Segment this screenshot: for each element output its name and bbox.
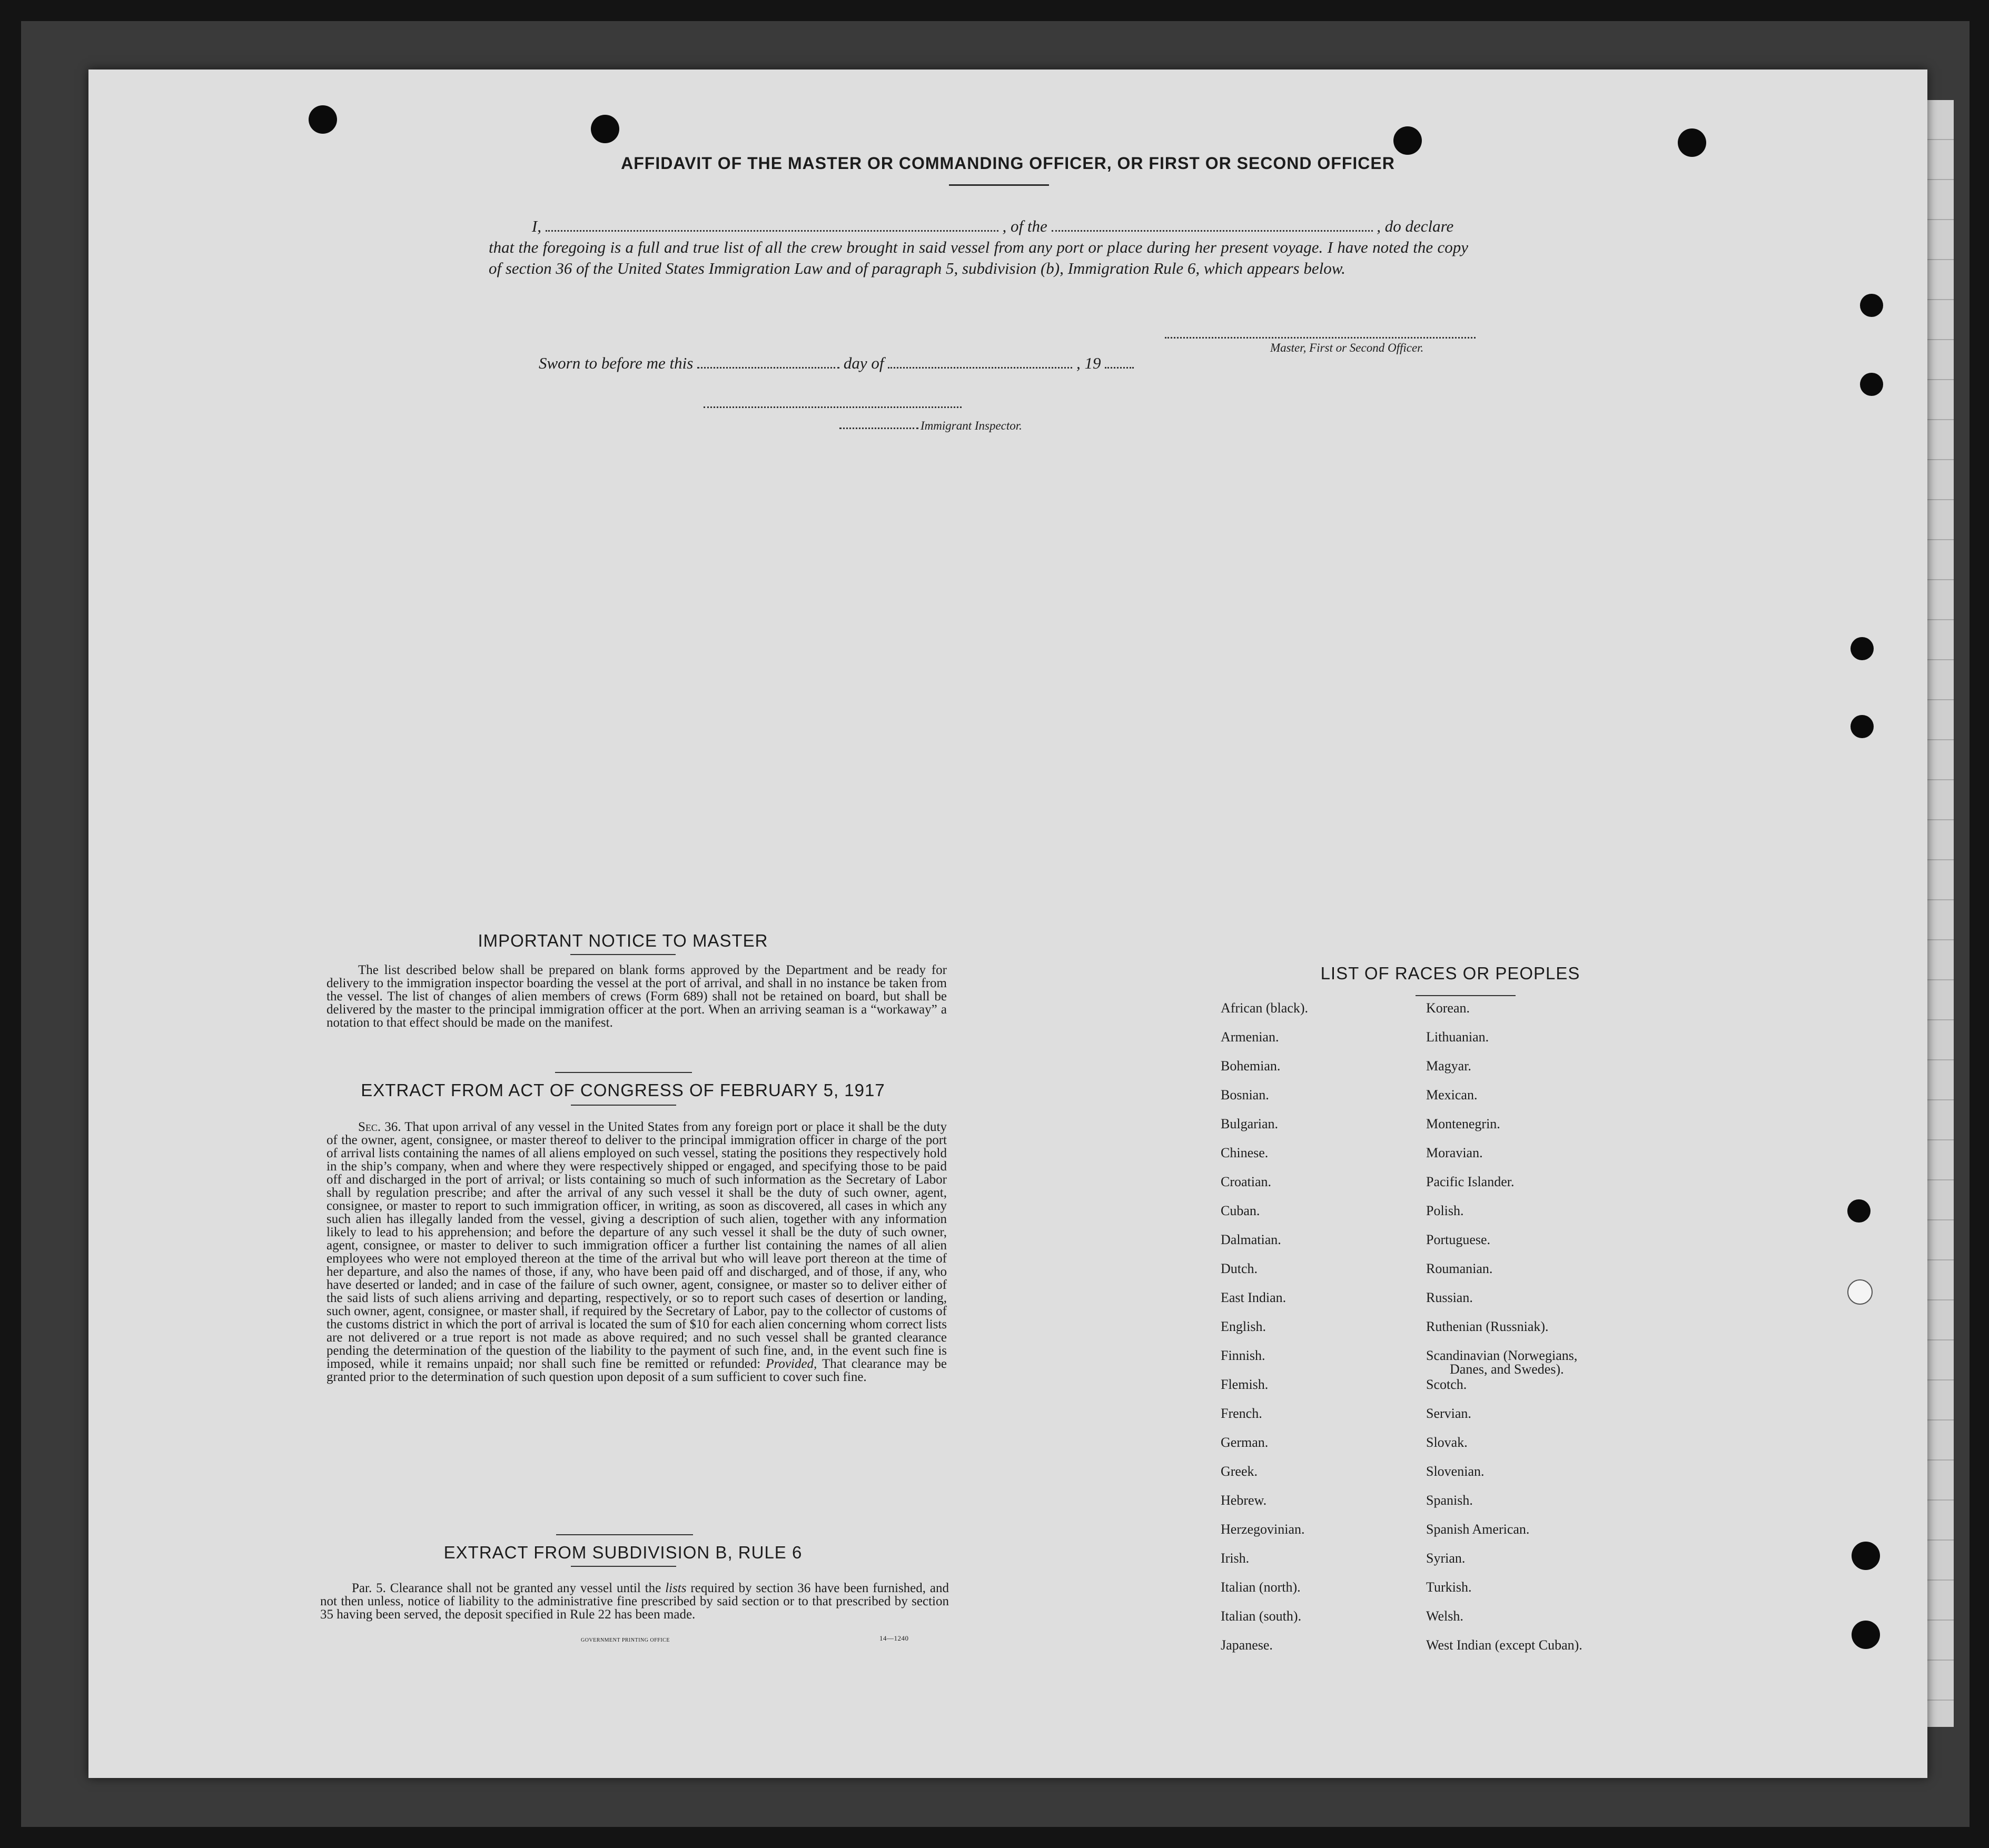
race-item [1426, 1638, 1700, 1667]
race-label: Greek. [1221, 1464, 1258, 1479]
race-label: Bohemian. [1221, 1058, 1281, 1074]
title-underline [949, 184, 1049, 186]
punch-hole [1393, 126, 1422, 155]
punch-hole [1678, 128, 1706, 157]
race-item [1426, 1320, 1700, 1349]
race-item [1426, 1088, 1700, 1117]
race-label: Dutch. [1221, 1261, 1258, 1276]
race-label: Slovak. [1426, 1435, 1468, 1450]
race-item [1221, 1523, 1442, 1552]
rule-extract-body [320, 1582, 949, 1621]
race-label: Irish. [1221, 1551, 1250, 1566]
notice-text: The list described below shall be prepared on blank forms approved by the Department and be ready for delivery to the immigration inspector boarding the vessel at the port of arrival, and shall in no instance be taken from the vessel. The list of changes of alien members of crews (Form 689) shall not be retained on board, but shall be delivered by the master to the principal immigration officer at the port. When an arriving seaman is a “workaway” a notation to that effect should be made on the manifest. [326, 963, 947, 1030]
act-text-1: That upon arrival of any vessel in the United States from any foreign port or place it shall be the duty of the owner, agent, consignee, or master thereof to deliver to the principal immigration officer in charge of the port of arrival lists containing the names of all aliens employed on such vessel, stating the positions they respectively hold in the ship’s company, when and where they were respectively shipped or engaged, and specifying those to be paid off and discharged in the port of arrival; or lists containing so much of such information as the Secretary of Labor shall by regulation prescribe; and after the arrival of any such vessel it shall be the duty of such owner, agent, consignee, or master to report to such immigration officer, in writing, as soon as discovered, all cases in which any such alien has illegally landed from the vessel, giving a description of such alien, together with any information likely to lead to his apprehension; and before the departure of any such vessel it shall be the duty of such owner, agent, consignee, or master to deliver to such immigration officer a further list containing the names of all alien employees who were not employed thereon at the time of the arrival but who will leave port thereon at the time of her departure, and also the names of those, if any, who have been paid off and discharged, and of those, if any, who have deserted or landed; and in case of the failure of such owner, agent, consignee, or master so to deliver either of the said lists of such aliens arriving and departing, respectively, or so to report such cases of desertion or landing, such owner, agent, consignee, or master shall, if required by the Secretary of Labor, pay to the collector of customs of the customs district in which the port of arrival is located the sum of $10 for each alien concerning whom correct lists are not delivered or a true report is not made as above required; and no such vessel shall be granted clearance pending the determination of the question of the liability to the payment of such fine, and, in the event such fine is imposed, while it remains unpaid; nor shall such fine be remitted or refunded: [326, 1120, 947, 1371]
punch-hole [1860, 294, 1883, 317]
race-label: Magyar. [1426, 1058, 1471, 1074]
race-item [1221, 1638, 1442, 1667]
form-number: 14—1240 [879, 1634, 909, 1642]
race-label: Turkish. [1426, 1579, 1472, 1595]
race-item [1426, 1059, 1700, 1088]
race-label: Portuguese. [1426, 1232, 1491, 1247]
race-label: Herzegovinian. [1221, 1522, 1305, 1537]
race-label: East Indian. [1221, 1290, 1287, 1305]
day-of-label: day of [843, 354, 884, 372]
race-label: Spanish. [1426, 1493, 1473, 1508]
races-heading: LIST OF RACES OR PEOPLES [1320, 963, 1580, 983]
race-item [1221, 1494, 1442, 1523]
notice-divider [555, 1072, 692, 1073]
race-item [1221, 1001, 1442, 1030]
rule-extract-underline [571, 1566, 676, 1567]
race-label: Moravian. [1426, 1145, 1483, 1160]
race-item [1221, 1233, 1442, 1262]
race-item [1426, 1175, 1700, 1204]
race-item [1426, 1349, 1700, 1378]
punch-hole [309, 105, 337, 134]
provided-label: Provided, [766, 1357, 817, 1371]
race-item [1221, 1262, 1442, 1291]
punch-hole [1860, 373, 1883, 396]
race-label: Italian (south). [1221, 1608, 1302, 1624]
rule-text-2: required by section 36 have been furnished, and not then unless, notice of liability to the administrative fine prescribed by said section or to that prescribed by section 35 having been served, the deposit specified in Rule 22 has been made. [320, 1581, 949, 1622]
race-label: Japanese. [1221, 1637, 1273, 1653]
punch-hole [1851, 715, 1874, 738]
race-item [1426, 1030, 1700, 1059]
race-item [1426, 1204, 1700, 1233]
race-label: African (black). [1221, 1000, 1309, 1016]
race-label: West Indian (except Cuban). [1426, 1637, 1582, 1653]
race-label: Hebrew. [1221, 1493, 1267, 1508]
race-item [1221, 1175, 1442, 1204]
race-label: Scandinavian (Norwegians, [1426, 1348, 1578, 1363]
race-label: French. [1221, 1406, 1262, 1421]
punch-hole [1847, 1199, 1871, 1223]
declarant-name-field[interactable] [546, 228, 998, 232]
do-declare-label: , do declare [1377, 217, 1454, 235]
race-item [1221, 1581, 1442, 1609]
notice-body [326, 963, 947, 1029]
document-page [88, 69, 1927, 1778]
race-item [1221, 1059, 1442, 1088]
race-label: Pacific Islander. [1426, 1174, 1515, 1189]
race-item [1426, 1407, 1700, 1436]
year-label: , 19 [1076, 354, 1101, 372]
act-extract-body [326, 1120, 947, 1384]
punch-hole [1847, 1279, 1873, 1305]
race-label: Welsh. [1426, 1608, 1463, 1624]
race-item [1221, 1030, 1442, 1059]
notice-heading: IMPORTANT NOTICE TO MASTER [478, 931, 768, 950]
rule-text-1: Par. 5. Clearance shall not be granted any vessel until the [352, 1581, 661, 1595]
races-left-column [1221, 1001, 1442, 1667]
race-item [1426, 1291, 1700, 1320]
race-label: Scotch. [1426, 1377, 1467, 1392]
rule-extract-heading: EXTRACT FROM SUBDIVISION B, RULE 6 [443, 1543, 803, 1562]
master-signature-caption: Master, First or Second Officer. [1270, 341, 1424, 354]
race-label: Finnish. [1221, 1348, 1265, 1363]
race-label: Servian. [1426, 1406, 1471, 1421]
sworn-label: Sworn to before me this [539, 354, 694, 372]
race-label: Bosnian. [1221, 1087, 1269, 1102]
race-label: Croatian. [1221, 1174, 1272, 1189]
inspector-signature-line[interactable] [704, 405, 962, 408]
act-text-2: That clearance may be granted prior to the determination of such question upon deposit of a sum sufficient to cover such fine. [326, 1357, 947, 1384]
race-item [1426, 1117, 1700, 1146]
race-label-continuation: Danes, and Swedes). [1450, 1362, 1564, 1377]
race-label: Dalmatian. [1221, 1232, 1281, 1247]
punch-hole [591, 115, 619, 143]
race-label: Russian. [1426, 1290, 1473, 1305]
race-label: Bulgarian. [1221, 1116, 1279, 1131]
punch-hole [1851, 637, 1874, 660]
race-label: Flemish. [1221, 1377, 1269, 1392]
race-item [1221, 1436, 1442, 1465]
race-item [1221, 1407, 1442, 1436]
races-right-column [1426, 1001, 1700, 1667]
race-item [1221, 1146, 1442, 1175]
race-item [1221, 1088, 1442, 1117]
race-item [1221, 1552, 1442, 1581]
race-label: Chinese. [1221, 1145, 1269, 1160]
declaration-body: that the foregoing is a full and true list of all the crew brought in said vessel from any port or place during her present voyage. I have noted the copy of section 36 of the United States Immigration Law and of paragraph 5, subdivision (b), Immigration Rule 6, which appears below. [489, 238, 1468, 277]
sworn-line [539, 354, 1134, 373]
punch-hole [1852, 1542, 1880, 1570]
race-label: Mexican. [1426, 1087, 1478, 1102]
race-label: Slovenian. [1426, 1464, 1485, 1479]
race-label: Polish. [1426, 1203, 1464, 1218]
race-label: Spanish American. [1426, 1522, 1530, 1537]
race-label: Montenegrin. [1426, 1116, 1500, 1131]
section-label: Sec. 36. [358, 1120, 401, 1134]
punch-hole [1852, 1621, 1880, 1649]
declarant-label: I, [531, 217, 541, 235]
race-item [1426, 1001, 1700, 1030]
of-the-label: , of the [1002, 217, 1047, 235]
notice-underline [570, 954, 676, 955]
race-label: Cuban. [1221, 1203, 1260, 1218]
race-item [1221, 1349, 1442, 1378]
race-item [1426, 1262, 1700, 1291]
sworn-month-field[interactable] [888, 365, 1072, 369]
race-item [1221, 1465, 1442, 1494]
sworn-day-field[interactable] [697, 365, 839, 369]
affidavit-title: AFFIDAVIT OF THE MASTER OR COMMANDING OFFICER, OR FIRST OR SECOND OFFICER [621, 154, 1395, 173]
race-label: Syrian. [1426, 1551, 1466, 1566]
race-item [1221, 1117, 1442, 1146]
act-extract-divider [556, 1534, 693, 1535]
race-label: English. [1221, 1319, 1266, 1334]
race-item [1426, 1581, 1700, 1609]
race-item [1221, 1204, 1442, 1233]
sworn-year-field[interactable] [1105, 365, 1134, 369]
race-item [1426, 1494, 1700, 1523]
race-item [1426, 1552, 1700, 1581]
race-label: Ruthenian (Russniak). [1426, 1319, 1549, 1334]
inspector-signature-line-short [839, 426, 918, 429]
race-item [1426, 1465, 1700, 1494]
race-label: Lithuanian. [1426, 1029, 1489, 1045]
printer-imprint: GOVERNMENT PRINTING OFFICE [581, 1637, 670, 1643]
vessel-name-field[interactable] [1052, 228, 1373, 232]
race-label: Armenian. [1221, 1029, 1279, 1045]
race-item [1221, 1609, 1442, 1638]
race-label: Italian (north). [1221, 1579, 1301, 1595]
race-label: German. [1221, 1435, 1269, 1450]
declaration-first-line [489, 217, 1468, 236]
race-item [1221, 1378, 1442, 1407]
act-extract-underline [571, 1105, 676, 1106]
race-label: Roumanian. [1426, 1261, 1493, 1276]
race-item [1426, 1523, 1700, 1552]
race-item [1426, 1233, 1700, 1262]
act-extract-heading: EXTRACT FROM ACT OF CONGRESS OF FEBRUARY 5, 1917 [361, 1080, 885, 1100]
race-item [1426, 1609, 1700, 1638]
master-signature-line[interactable] [1165, 336, 1476, 339]
race-item [1426, 1436, 1700, 1465]
race-item [1221, 1291, 1442, 1320]
race-item [1221, 1320, 1442, 1349]
lists-label: lists [665, 1581, 687, 1595]
race-item [1426, 1146, 1700, 1175]
race-item [1426, 1378, 1700, 1407]
inspector-caption: Immigrant Inspector. [921, 419, 1022, 432]
races-underline [1416, 995, 1516, 996]
race-label: Korean. [1426, 1000, 1470, 1016]
